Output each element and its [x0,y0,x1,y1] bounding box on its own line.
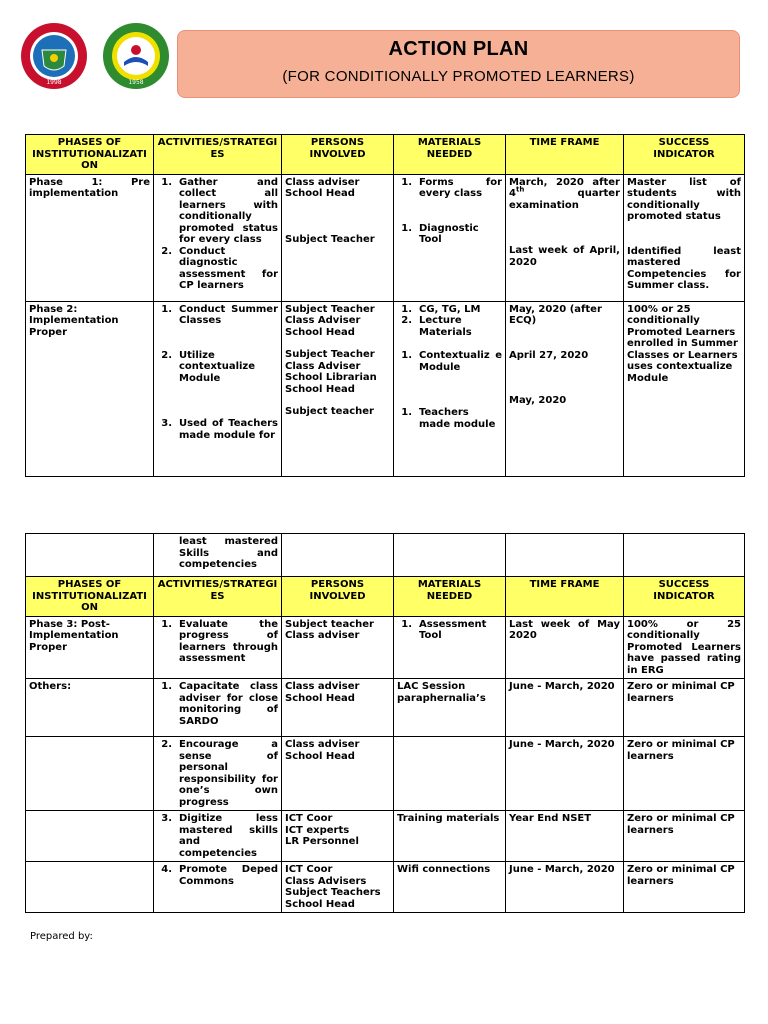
others-2-materials [394,737,506,811]
others-2-success: Zero or minimal CP learners [624,737,745,811]
col-header-phases: PHASES OF INSTITUTIONALIZATI ON [26,577,154,617]
school-seal-logo [102,22,170,90]
table-row-continued [26,534,745,577]
title-banner [177,30,740,98]
col-header-phases: PHASES OF INSTITUTIONALIZATI ON [26,135,154,175]
col-header-activities: ACTIVITIES/STRATEGI ES [154,577,282,617]
others-4-success: Zero or minimal CP learners [624,862,745,913]
phase3-label: Phase 3: Post-Implementation Proper [26,616,154,679]
phase2-time: May, 2020 (after ECQ) April 27, 2020 May, 2020 [506,301,624,476]
others-1-success: Zero or minimal CP learners [624,679,745,737]
col-header-persons: PERSONS INVOLVED [282,135,394,175]
others-2-persons: Class adviser School Head [282,737,394,811]
phase2-materials: 1. CG, TG, LM 2. Lecture Materials 1. Contextualiz e Module 1. Teachers made module [394,301,506,476]
others-1-time: June - March, 2020 [506,679,624,737]
col-header-success: SUCCESS INDICATOR [624,577,745,617]
page-subtitle: (FOR CONDITIONALLY PROMOTED LEARNERS) [282,68,635,85]
phase1-persons: Class adviser School Head Subject Teacher [282,174,394,301]
others-3-activity: 3. Digitize less mastered skills and competencies [154,811,282,862]
action-plan-table-1 [25,134,745,477]
col-header-success: SUCCESS INDICATOR [624,135,745,175]
table-row-others-1 [26,679,745,737]
others-4-activity: 4. Promote Deped Commons [154,862,282,913]
others-3-materials: Training materials [394,811,506,862]
table-row-phase3 [26,616,745,679]
phase1-activities: 1. Gather and collect all learners with conditionally promoted status for every class 2. Conduct diagnostic assessment for CP learners [154,174,282,301]
action-plan-table-2 [25,533,745,913]
col-header-time: TIME FRAME [506,577,624,617]
phase1-materials: 1. Forms for every class 1. Diagnostic Tool [394,174,506,301]
phase2-label: Phase 2: Implementation Proper [26,301,154,476]
col-header-activities: ACTIVITIES/STRATEGI ES [154,135,282,175]
table-row-others-2 [26,737,745,811]
table-header-row [26,577,745,617]
col-header-materials: MATERIALS NEEDED [394,577,506,617]
col-header-time: TIME FRAME [506,135,624,175]
others-4-persons: ICT Coor Class Advisers Subject Teachers School Head [282,862,394,913]
division-seal-logo [20,22,88,90]
table-row-others-3 [26,811,745,862]
phase1-time: March, 2020 after 4th quarter examination Last week of April, 2020 [506,174,624,301]
others-label: Others: [26,679,154,737]
col-header-materials: MATERIALS NEEDED [394,135,506,175]
others-3-persons: ICT Coor ICT experts LR Personnel [282,811,394,862]
phase3-success: 100% or 25 conditionally Promoted Learners have passed rating in ERG [624,616,745,679]
right-seal-year: 1958 [128,79,144,86]
others-1-activity: 1. Capacitate class adviser for close monitoring of SARDO [154,679,282,737]
others-4-time: June - March, 2020 [506,862,624,913]
phase2-persons: Subject Teacher Class Adviser School Head Subject Teacher Class Adviser School Librarian School Head Subject teacher [282,301,394,476]
others-1-persons: Class adviser School Head [282,679,394,737]
phase3-time: Last week of May 2020 [506,616,624,679]
col-header-persons: PERSONS INVOLVED [282,577,394,617]
others-3-success: Zero or minimal CP learners [624,811,745,862]
table-header-row [26,135,745,175]
phase2-activities: 1. Conduct Summer Classes 2. Utilize contextualize Module 3. Used of Teachers made module for [154,301,282,476]
table-row-phase1 [26,174,745,301]
phase3-materials: 1. Assessment Tool [394,616,506,679]
phase1-label: Phase 1: Pre implementation [26,174,154,301]
phase3-activities: 1. Evaluate the progress of learners through assessment [154,616,282,679]
others-3-time: Year End NSET [506,811,624,862]
others-2-activity: 2. Encourage a sense of personal responsibility for one’s own progress [154,737,282,811]
continued-activity: least mastered Skills and competencies [154,534,282,577]
page-title: ACTION PLAN [388,38,529,60]
table-row-phase2 [26,301,745,476]
others-2-time: June - March, 2020 [506,737,624,811]
table-row-others-4 [26,862,745,913]
phase3-persons: Subject teacher Class adviser [282,616,394,679]
left-seal-year: 1998 [46,79,62,86]
phase1-success: Master list of students with conditionally promoted status Identified least mastered Competencies for Summer class. [624,174,745,301]
others-1-materials: LAC Session paraphernalia’s [394,679,506,737]
phase2-success: 100% or 25 conditionally Promoted Learners enrolled in Summer Classes or Learners uses contextualize Module [624,301,745,476]
prepared-by-label: Prepared by: [30,931,93,942]
others-4-materials: Wifi connections [394,862,506,913]
